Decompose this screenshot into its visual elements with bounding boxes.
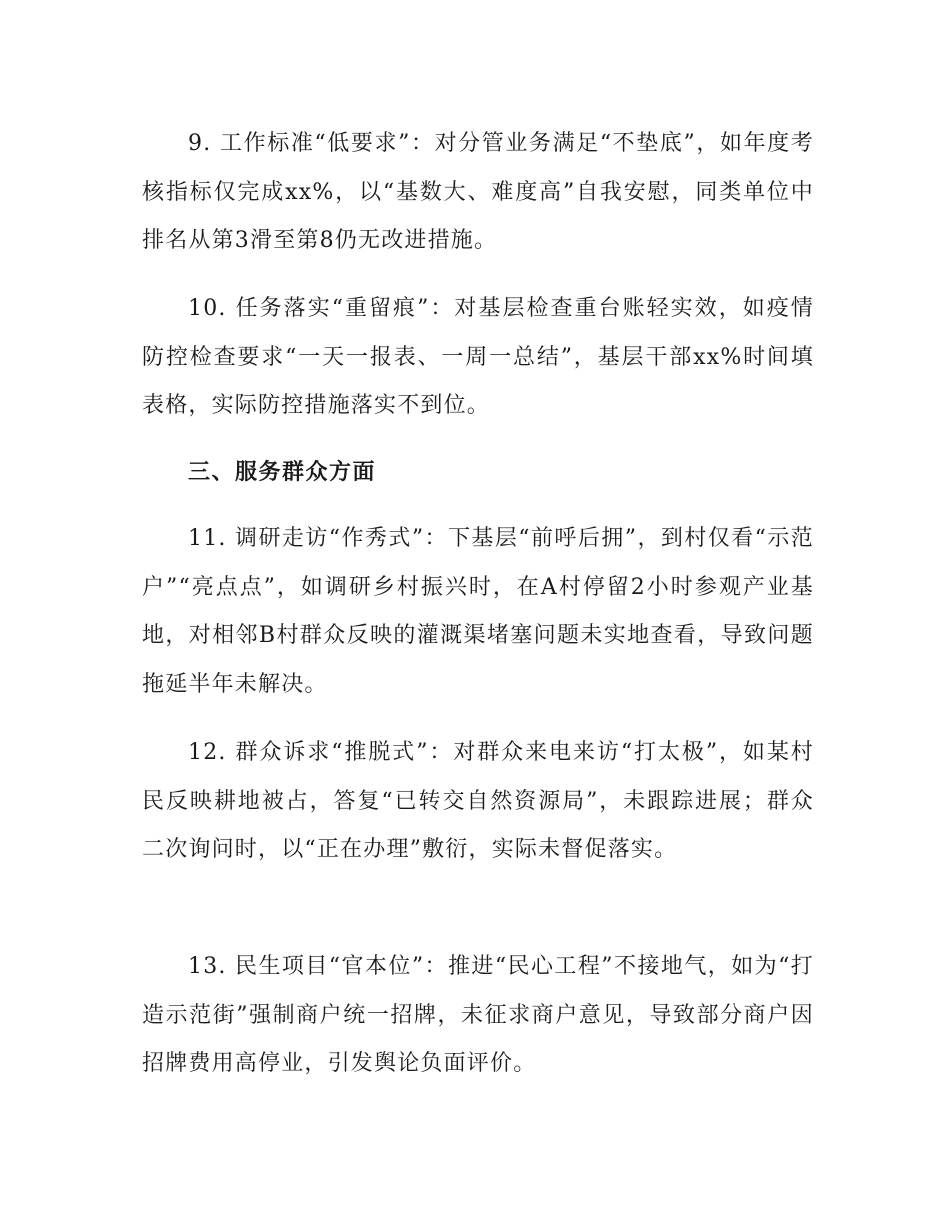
- paragraph-item-13: 13. 民生项目“官本位”：推进“民心工程”不接地气，如为“打造示范街”强制商户统一招牌，未征求商户意见，导致部分商户因招牌费用高停业，引发舆论负面评价。: [142, 954, 814, 1076]
- section-heading-service-masses: 三、服务群众方面: [188, 460, 377, 485]
- paragraph-item-9: 9. 工作标准“低要求”：对分管业务满足“不垫底”，如年度考核指标仅完成xx%，以“基数大、难度高”自我安慰，同类单位中排名从第3滑至第8仍无改进措施。: [142, 131, 814, 253]
- paragraph-item-12: 12. 群众诉求“推脱式”：对群众来电来访“打太极”，如某村民反映耕地被占，答复“已转交自然资源局”，未跟踪进展；群众二次询问时，以“正在办理”敷衍，实际未督促落实。: [142, 740, 814, 862]
- paragraph-item-10: 10. 任务落实“重留痕”：对基层检查重台账轻实效，如疫情防控检查要求“一天一报表、一周一总结”，基层干部xx%时间填表格，实际防控措施落实不到位。: [142, 296, 814, 418]
- paragraph-item-11: 11. 调研走访“作秀式”：下基层“前呼后拥”，到村仅看“示范户”“亮点点”，如调研乡村振兴时，在A村停留2小时参观产业基地，对相邻B村群众反映的灌溉渠堵塞问题未实地查看，导致问题拖延半年未解决。: [142, 526, 814, 697]
